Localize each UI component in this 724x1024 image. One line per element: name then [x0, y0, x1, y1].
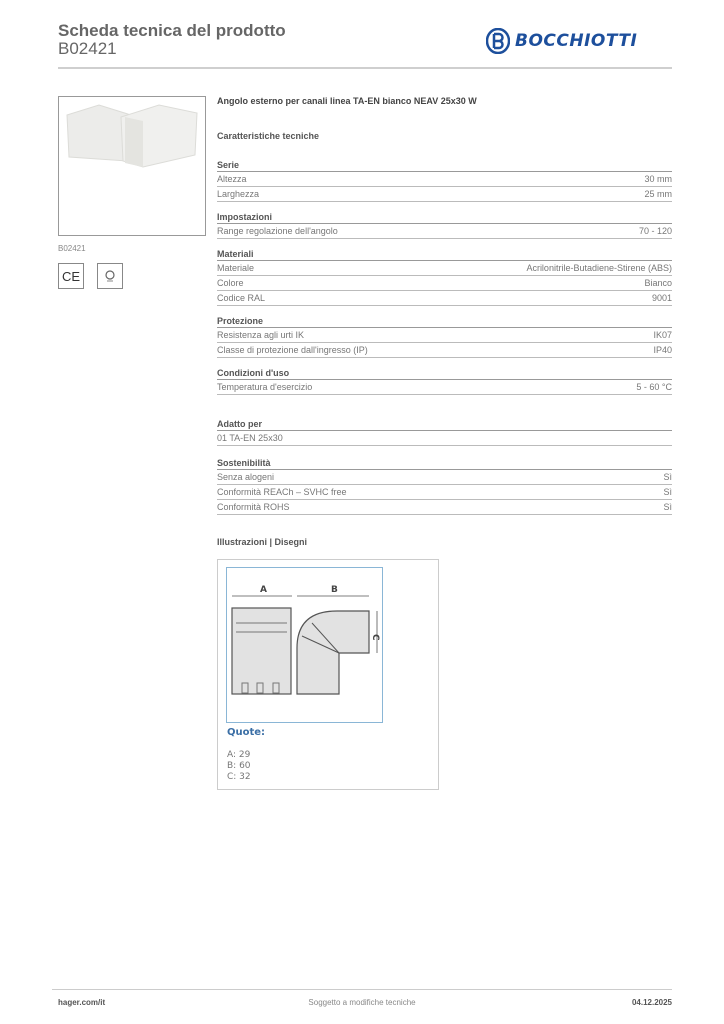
section-heading: Caratteristiche tecniche — [217, 131, 320, 141]
spec-row: Resistenza agli urti IK IK07 — [217, 328, 672, 343]
quote-list: A: 29 B: 60 C: 32 — [227, 750, 251, 782]
imq-mark-icon — [97, 263, 123, 289]
spec-row: Materiale Acrilonitrile-Butadiene-Stirene (ABS) — [217, 261, 672, 276]
section-sostenibilita: Sostenibilità Senza alogeni Sì Conformità REACh – SVHC free Sì Conformità ROHS Sì — [217, 458, 672, 515]
brand-logo — [486, 28, 637, 54]
brand-name: BOCCHIOTTI — [515, 31, 638, 51]
spec-row: Codice RAL 9001 — [217, 291, 672, 306]
technical-drawing — [217, 559, 439, 790]
page-title: Scheda tecnica del prodotto — [58, 21, 286, 40]
spec-row: Temperatura d'esercizio 5 - 60 °C — [217, 380, 672, 395]
svg-text:A: A — [260, 585, 267, 595]
spec-row: Altezza 30 mm — [217, 172, 672, 187]
section-adatto: Adatto per 01 TA-EN 25x30 — [217, 419, 672, 446]
ce-mark-icon: CE — [58, 263, 84, 289]
quote-title: Quote: — [227, 727, 266, 738]
spec-row: Colore Bianco — [217, 276, 672, 291]
svg-text:C: C — [370, 634, 380, 641]
section-protezione: Protezione Resistenza agli urti IK IK07 Classe di protezione dall'ingresso (IP) IP40 — [217, 316, 672, 358]
product-title: Angolo esterno per canali linea TA-EN bianco NEAV 25x30 W — [217, 96, 477, 106]
bocchiotti-b-icon — [486, 28, 510, 54]
product-image — [58, 96, 206, 236]
spec-row: Classe di protezione dall'ingresso (IP) IP40 — [217, 343, 672, 358]
drawing-frame — [226, 567, 383, 723]
footer-divider — [52, 989, 672, 990]
specifications — [217, 96, 672, 547]
section-serie: Serie Altezza 30 mm Larghezza 25 mm — [217, 160, 672, 202]
spec-row: Conformità REACh – SVHC free Sì — [217, 485, 672, 500]
spec-row: Senza alogeni Sì — [217, 470, 672, 485]
spec-row: Conformità ROHS Sì — [217, 500, 672, 515]
spec-row: Larghezza 25 mm — [217, 187, 672, 202]
header-divider — [58, 67, 672, 69]
section-impostazioni: Impostazioni Range regolazione dell'angolo 70 - 120 — [217, 212, 672, 239]
product-code: B02421 — [58, 39, 117, 58]
spec-row: 01 TA-EN 25x30 — [217, 431, 672, 446]
image-caption: B02421 — [58, 244, 86, 253]
spec-row: Range regolazione dell'angolo 70 - 120 — [217, 224, 672, 239]
illustrations-heading: Illustrazioni | Disegni — [217, 537, 308, 547]
footer-website-link[interactable]: hager.com/it — [58, 998, 106, 1007]
footer-date: 04.12.2025 — [631, 998, 672, 1007]
section-condizioni: Condizioni d'uso Temperatura d'esercizio 5 - 60 °C — [217, 368, 672, 395]
footer-disclaimer: Soggetto a modifiche tecniche — [308, 998, 416, 1007]
svg-text:B: B — [331, 585, 338, 595]
section-materiali: Materiali Materiale Acrilonitrile-Butadiene-Stirene (ABS) Colore Bianco Codice RAL 9001 — [217, 249, 672, 306]
